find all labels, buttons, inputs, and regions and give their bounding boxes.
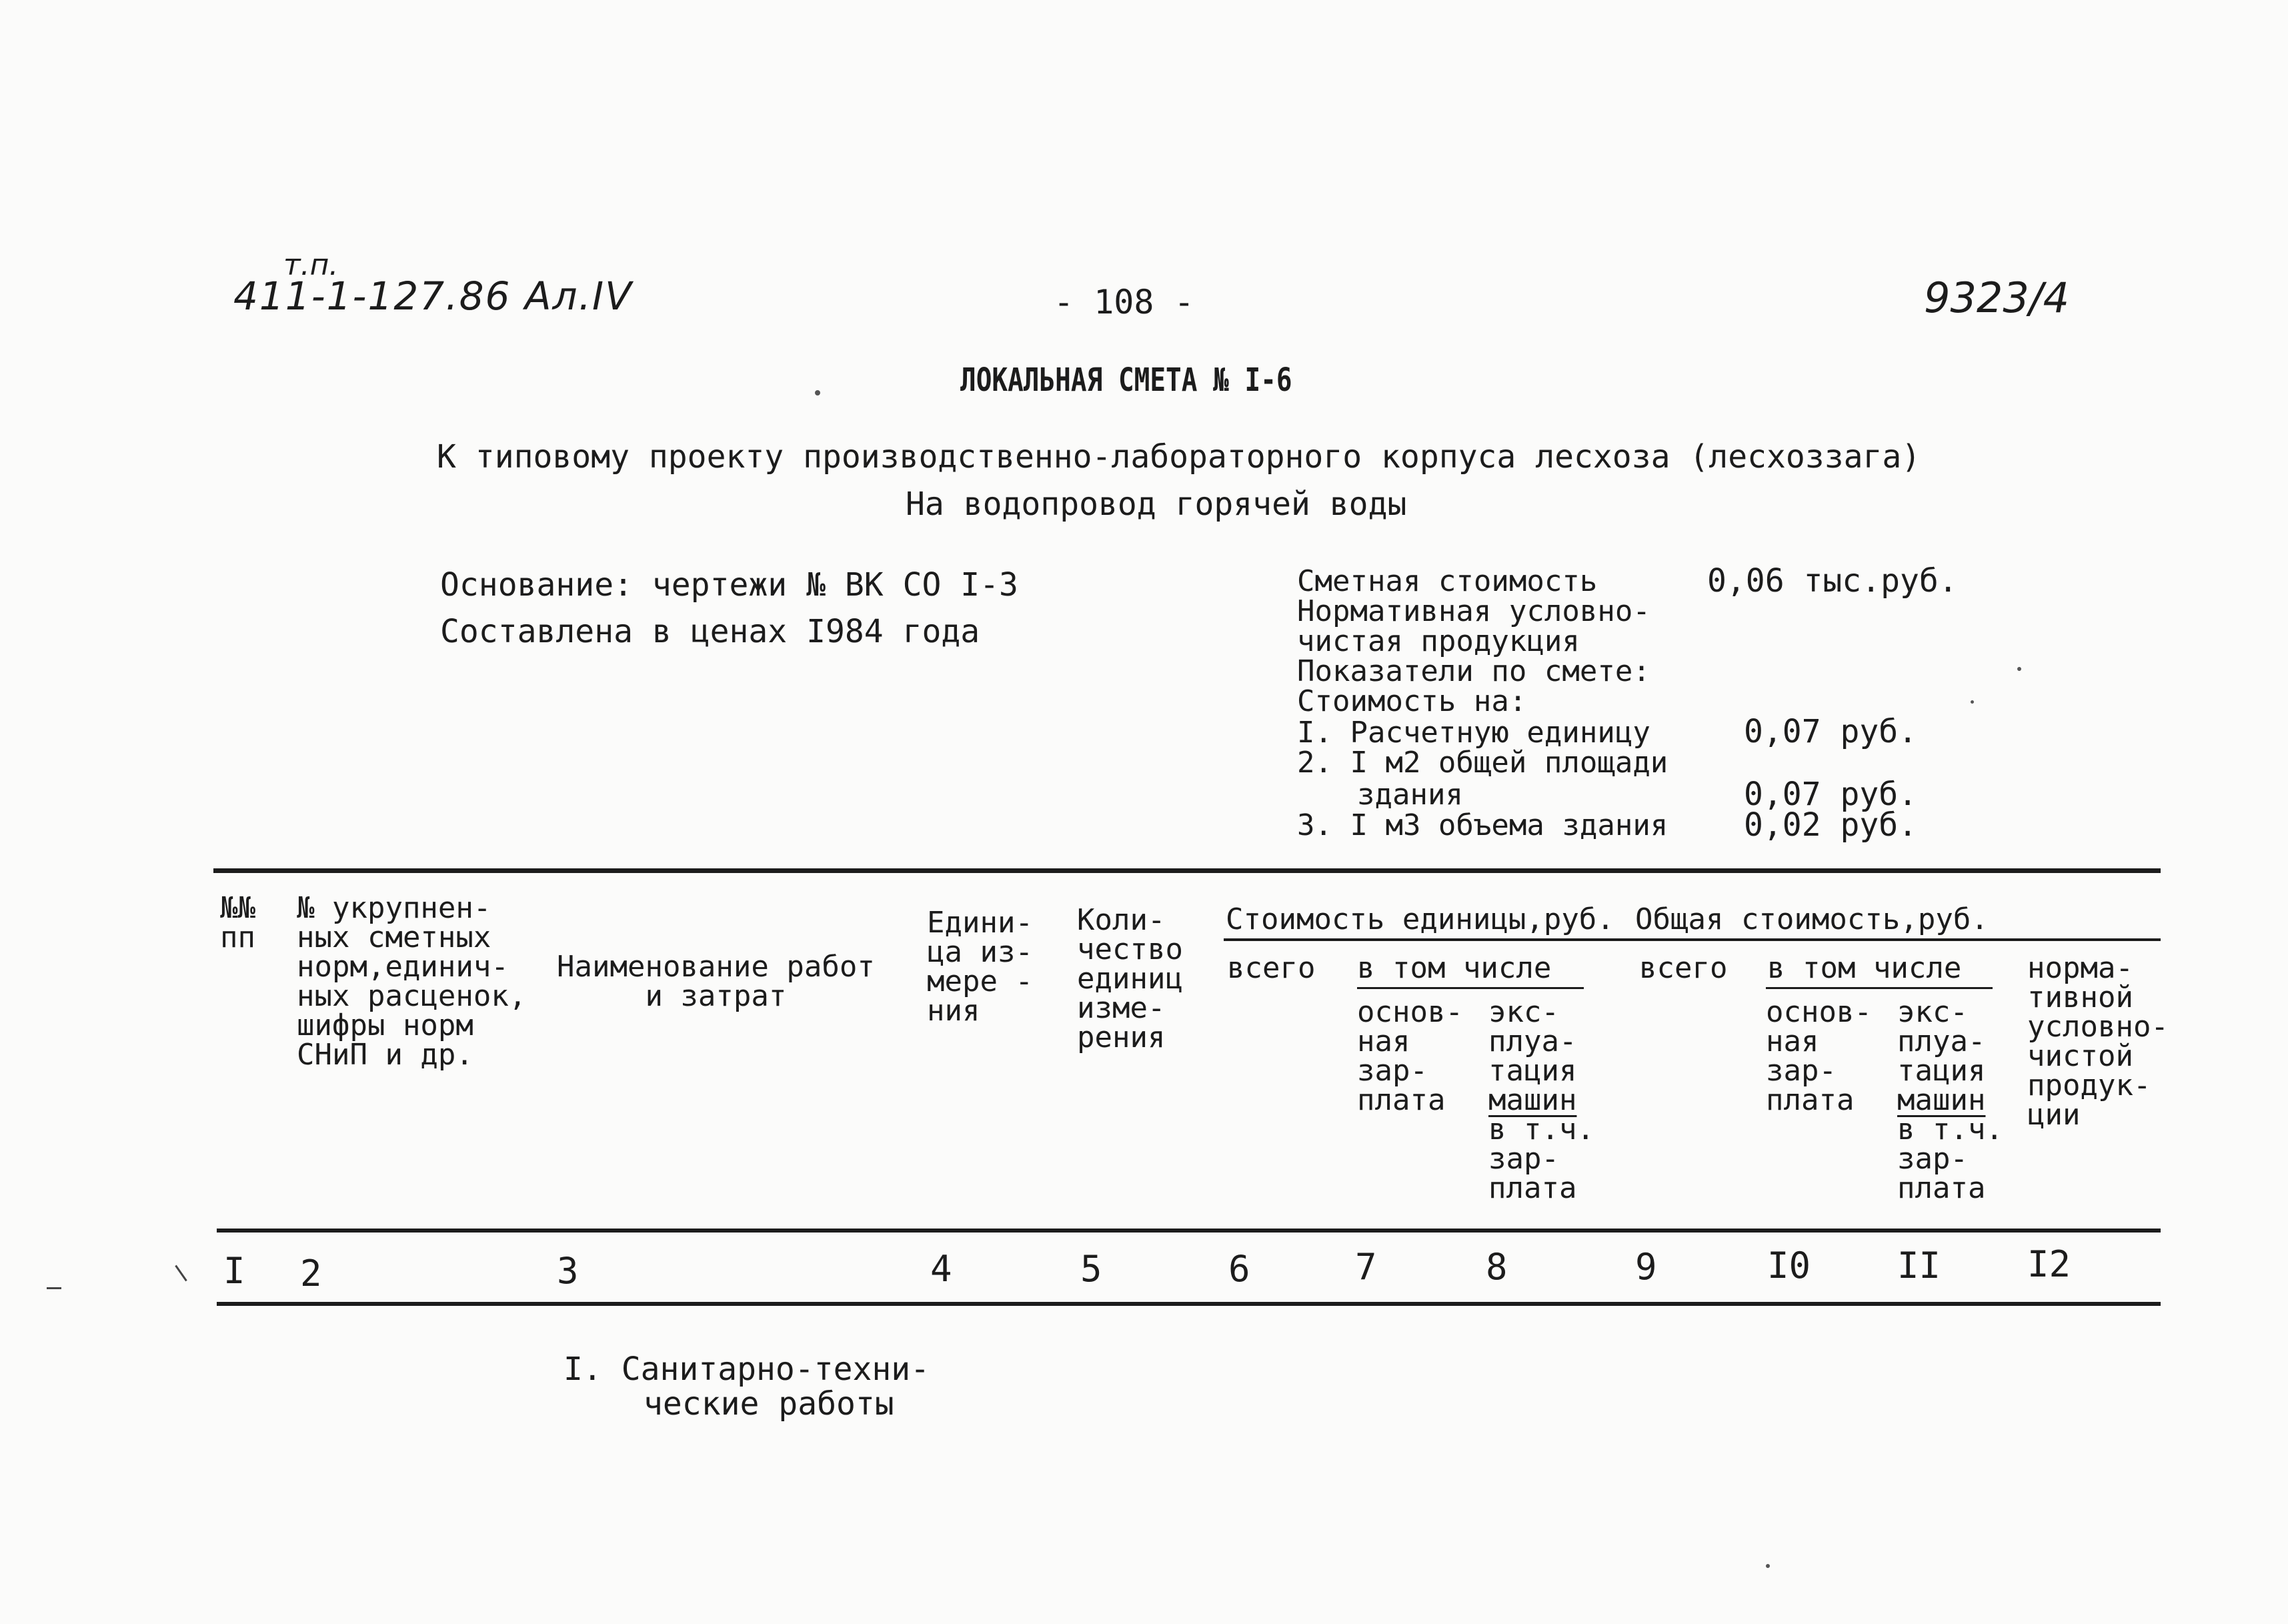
scan-stroke: [47, 1287, 61, 1289]
table-top-rule: [213, 868, 2161, 873]
total-basic-wage-header-line: основ-: [1766, 995, 1872, 1029]
estimate-title: ЛОКАЛЬНАЯ СМЕТА № I-6: [960, 361, 1292, 399]
npc-column-header-line: чистой: [2027, 1039, 2133, 1073]
indicator-2-label-2: здания: [1357, 778, 1463, 812]
total-basic-wage-header: [1766, 995, 1872, 1117]
unit-machine-op-header: [1488, 995, 1594, 1205]
col-row-number-header-line: пп: [220, 920, 255, 954]
col-unit-header-line: мере -: [927, 964, 1033, 998]
col-row-number-header: [220, 891, 255, 954]
npc-column-header-line: условно-: [2027, 1010, 2169, 1044]
unit-basic-wage-header: [1357, 995, 1463, 1117]
col-quantity-header-line: рения: [1077, 1020, 1166, 1054]
project-subtitle: К типовому проекту производственно-лабораторного корпуса лесхоза (лесхоззага): [437, 438, 1921, 476]
col-unit-header-line: ния: [927, 994, 980, 1028]
estimated-cost-value: 0,06 тыс.руб.: [1707, 562, 1958, 600]
project-code: 411-1-127.86 Ал.IV: [233, 273, 633, 319]
total-incl-wage-header-line: зар-: [1897, 1142, 1968, 1176]
total-cost-group-header: Общая стоимость,руб.: [1635, 902, 1989, 936]
section-heading-line-2: ческие работы: [644, 1385, 894, 1423]
column-number: I2: [2027, 1243, 2071, 1285]
indicators-label: Показатели по смете:: [1297, 654, 1650, 688]
total-basic-wage-header-line: зар-: [1766, 1054, 1837, 1088]
col-unit-header-line: Едини-: [927, 906, 1033, 940]
unit-basic-wage-header-line: основ-: [1357, 995, 1463, 1029]
col-quantity-header-line: единиц: [1077, 962, 1183, 996]
basis-drawings: Основание: чертежи № ВК СО I-3: [440, 566, 1018, 604]
column-number: 5: [1080, 1248, 1102, 1290]
scan-speck: [815, 390, 820, 395]
unit-cost-incl-header: в том числе: [1357, 951, 1552, 985]
total-incl-wage-header-line: плата: [1897, 1171, 1986, 1205]
scan-speck: [1766, 1564, 1770, 1568]
col-norms-header-line: ных сметных: [297, 920, 491, 954]
unit-basic-wage-header-line: зар-: [1357, 1054, 1428, 1088]
unit-incl-wage-header-line: плата: [1488, 1171, 1577, 1205]
column-number: 6: [1228, 1248, 1250, 1290]
page-number: - 108 -: [1054, 283, 1194, 321]
npc-column-header-line: норма-: [2027, 951, 2133, 985]
cost-per-label: Стоимость на:: [1297, 684, 1527, 718]
col-quantity-header-line: Коли-: [1077, 903, 1166, 937]
total-cost-total-header: всего: [1639, 951, 1728, 985]
col-quantity-header: [1077, 903, 1183, 1054]
scan-speck: [2017, 667, 2021, 671]
total-basic-wage-header-line: ная: [1766, 1024, 1819, 1058]
col-work-name-header: [557, 952, 875, 1011]
column-number: II: [1897, 1245, 1941, 1287]
object-title: На водопровод горячей воды: [906, 486, 1407, 523]
col-work-name-header-line: Наименование работ: [557, 950, 875, 984]
column-number: 9: [1635, 1246, 1657, 1288]
scan-stroke: [175, 1265, 187, 1282]
col-norms-header: [297, 891, 527, 1072]
col-norms-header-line: СНиП и др.: [297, 1038, 473, 1072]
col-norms-header-line: ных расценок,: [297, 979, 527, 1013]
col-unit-header: [927, 908, 1033, 1026]
npc-column-header-line: продук-: [2027, 1068, 2151, 1102]
col-row-number-header-line: №№: [220, 891, 255, 925]
total-cost-incl-header: в том числе: [1767, 951, 1962, 985]
indicator-3-value: 0,02 руб.: [1744, 806, 1918, 844]
total-machine-op-header: [1897, 995, 2003, 1205]
col-work-name-header-line: и затрат: [645, 979, 787, 1013]
npc-column-header: [2027, 951, 2169, 1132]
total-machine-op-header-line: плуа-: [1897, 1024, 1986, 1058]
unit-machine-op-header-line: машин: [1488, 1083, 1577, 1117]
unit-cost-group-header: Стоимость единицы,руб.: [1226, 902, 1614, 936]
group-header-rule: [1224, 938, 2161, 941]
total-machine-op-header-line: экс-: [1897, 995, 1968, 1029]
column-number: 2: [300, 1253, 322, 1295]
total-machine-op-header-line: тация: [1897, 1054, 1986, 1088]
column-number: 4: [930, 1248, 952, 1290]
indicator-1-label: I. Расчетную единицу: [1297, 716, 1650, 750]
unit-basic-wage-header-line: плата: [1357, 1083, 1446, 1117]
unit-machine-op-header-line: экс-: [1488, 995, 1559, 1029]
unit-incl-wage-header-line: зар-: [1488, 1142, 1559, 1176]
npc-column-header-line: тивной: [2027, 980, 2133, 1014]
column-number: 8: [1486, 1246, 1508, 1288]
column-number: I: [223, 1250, 245, 1292]
estimated-cost-label: Сметная стоимость: [1297, 564, 1598, 598]
unit-incl-wage-header-line: в т.ч.: [1488, 1112, 1594, 1146]
indicator-3-label: 3. I м3 объема здания: [1297, 808, 1668, 842]
col-norms-header-line: № укрупнен-: [297, 891, 491, 925]
col-norms-header-line: шифры норм: [297, 1008, 473, 1042]
unit-basic-wage-header-line: ная: [1357, 1024, 1410, 1058]
incl-rule-unit: [1357, 987, 1584, 989]
npc-column-header-line: ции: [2027, 1098, 2081, 1132]
scan-speck: [1971, 700, 1974, 704]
unit-machine-op-header-line: тация: [1488, 1054, 1577, 1088]
indicator-1-value: 0,07 руб.: [1744, 713, 1918, 750]
unit-cost-total-header: всего: [1227, 951, 1316, 985]
column-number: 3: [557, 1250, 579, 1292]
column-number: I0: [1767, 1245, 1811, 1287]
col-unit-header-line: ца из-: [927, 935, 1033, 969]
incl-rule-total: [1766, 987, 1993, 989]
total-incl-wage-header-line: в т.ч.: [1897, 1112, 2003, 1146]
unit-machine-op-header-line: плуа-: [1488, 1024, 1577, 1058]
npc-label-1: Нормативная условно-: [1297, 594, 1650, 628]
tp-label: т.п.: [283, 248, 339, 282]
indicator-2-value: 0,07 руб.: [1744, 776, 1918, 813]
table-header-bottom-rule: [217, 1229, 2161, 1233]
npc-label-2: чистая продукция: [1297, 624, 1580, 658]
archive-number: 9323/4: [1924, 273, 2070, 322]
basis-prices: Составлена в ценах I984 года: [440, 613, 980, 650]
col-norms-header-line: норм,единич-: [297, 950, 509, 984]
col-quantity-header-line: изме-: [1077, 991, 1166, 1025]
indicator-2-label-1: 2. I м2 общей площади: [1297, 746, 1668, 780]
column-number: 7: [1355, 1246, 1377, 1288]
total-machine-op-header-line: машин: [1897, 1083, 1986, 1117]
total-basic-wage-header-line: плата: [1766, 1083, 1855, 1117]
column-numbers-bottom-rule: [217, 1302, 2161, 1306]
col-quantity-header-line: чество: [1077, 932, 1183, 966]
section-heading-line-1: I. Санитарно-техни-: [563, 1351, 930, 1388]
